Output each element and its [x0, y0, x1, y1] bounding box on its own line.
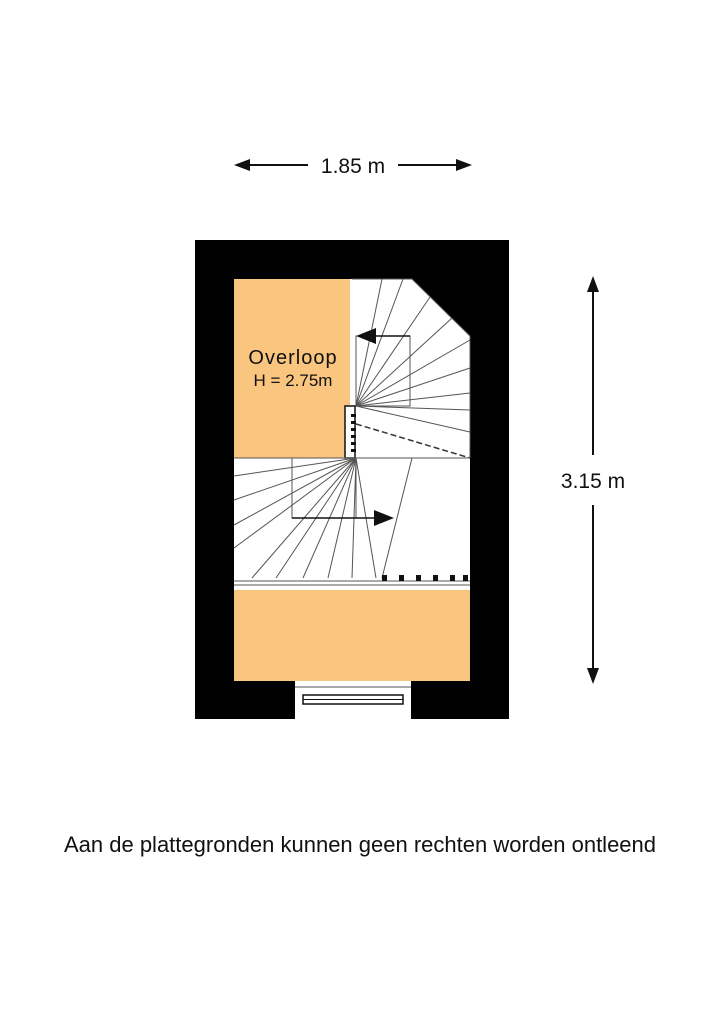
disclaimer-text: Aan de plattegronden kunnen geen rechten worden ontleend [63, 832, 657, 857]
window [295, 681, 411, 719]
railing-post [450, 575, 455, 581]
room-height: H = 2.75m [253, 371, 333, 390]
depth-dimension [561, 276, 625, 684]
depth-arrowhead-top [587, 276, 599, 292]
depth-dimension-label: 3.15 m [560, 470, 626, 493]
railing-post [399, 575, 404, 581]
width-dimension-label: 1.85 m [320, 155, 386, 178]
depth-arrowhead-bottom [587, 668, 599, 684]
landing-area-bottom [234, 590, 470, 681]
railing-post [382, 575, 387, 581]
width-dimension [234, 155, 472, 178]
railing-post [433, 575, 438, 581]
width-arrowhead-left [234, 159, 250, 171]
width-arrowhead-right [456, 159, 472, 171]
railing-post [463, 575, 468, 581]
railing-post [416, 575, 421, 581]
room-name: Overloop [248, 347, 338, 369]
